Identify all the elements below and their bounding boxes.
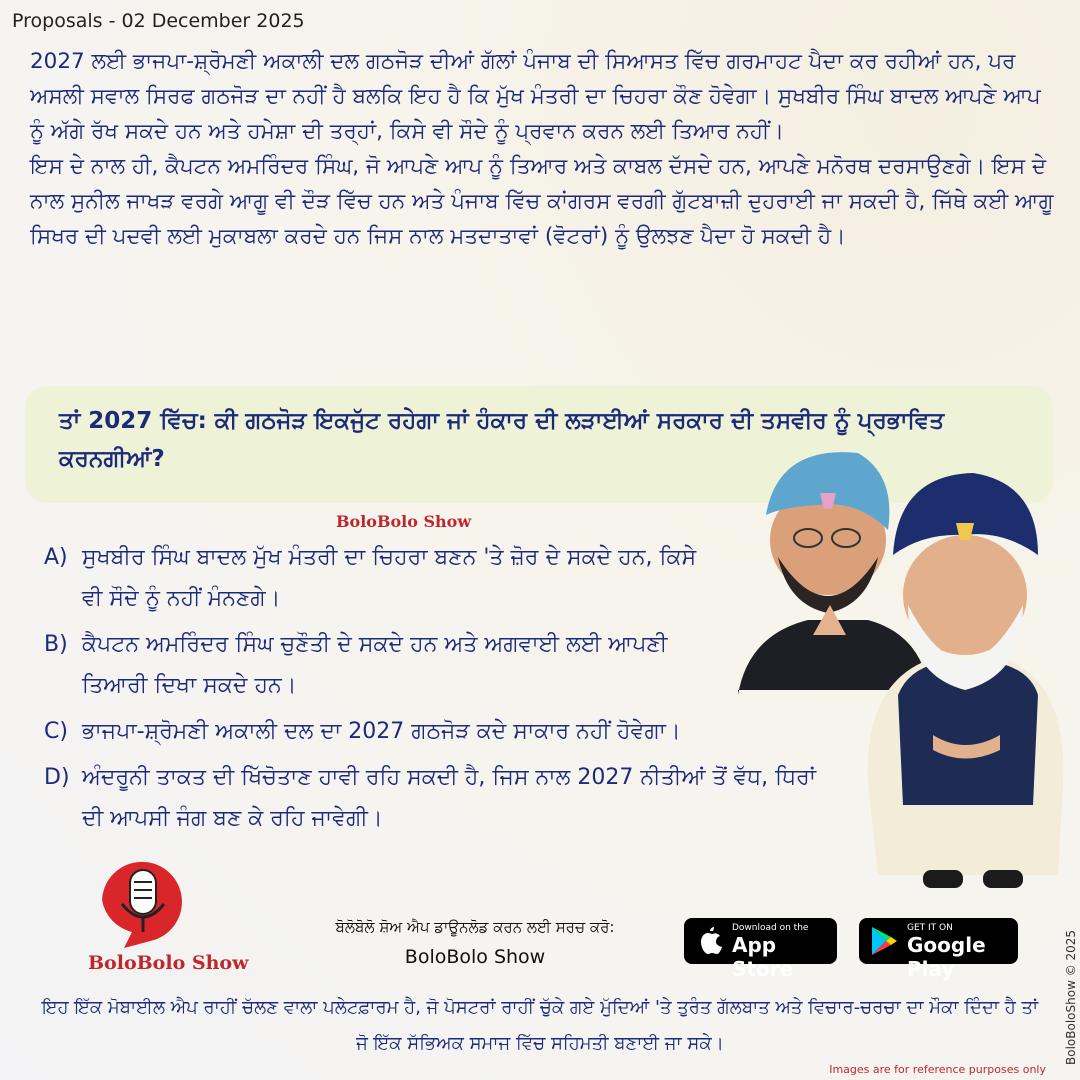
app-store-big: App Store: [732, 933, 794, 981]
apple-icon: [696, 926, 724, 956]
header-date: Proposals - 02 December 2025: [12, 10, 305, 32]
app-store-small: Download on the: [732, 923, 809, 933]
option-d[interactable]: [44, 757, 834, 839]
image-disclaimer: Images are for reference purposes only: [829, 1063, 1046, 1076]
search-term: BoloBolo Show: [404, 946, 546, 968]
bolobolo-logo: [84, 852, 249, 982]
option-text: ਅੰਦਰੂਨੀ ਤਾਕਤ ਦੀ ਖਿੱਚੋਤਾਣ ਹਾਵੀ ਰਹਿ ਸਕਦੀ ਹੈ, ਜਿਸ ਨਾਲ 2027 ਨੀਤੀਆਂ ਤੋਂ ਵੱਧ, ਧਿਰਾਂ ਦੀ ਆਪਸੀ ਜੰਗ ਬਣ ਕੇ ਰਹਿ ਜਾਵੇਗੀ।: [82, 765, 816, 831]
option-a[interactable]: [44, 537, 704, 619]
leader-figure-left: [738, 452, 930, 695]
copyright-text: BoloBoloShow © 2025: [1064, 929, 1078, 1065]
brand-watermark: BoloBolo Show: [336, 512, 472, 531]
option-letter: B): [44, 632, 68, 657]
search-hint: ਬੋਲੋਬੋਲੋ ਸ਼ੋਅ ਐਪ ਡਾਊਨਲੋਡ ਕਰਨ ਲਈ ਸਰਚ ਕਰੋ:: [335, 918, 615, 936]
option-text: ਕੈਪਟਨ ਅਮਰਿੰਦਰ ਸਿੰਘ ਚੁਣੌਤੀ ਦੇ ਸਕਦੇ ਹਨ ਅਤੇ ਅਗਵਾਈ ਲਈ ਆਪਣੀ ਤਿਆਰੀ ਦਿਖਾ ਸਕਦੇ ਹਨ।: [82, 632, 668, 698]
option-letter: A): [44, 545, 68, 570]
app-store-button[interactable]: [684, 918, 837, 981]
google-play-button[interactable]: [859, 918, 1018, 981]
logo-name: BoloBolo Show: [88, 952, 249, 974]
intro-text: [30, 44, 1055, 254]
option-b[interactable]: [44, 624, 704, 706]
footer-description: ਇਹ ਇੱਕ ਮੋਬਾਈਲ ਐਪ ਰਾਹੀਂ ਚੱਲਣ ਵਾਲਾ ਪਲੇਟਫ਼ਾਰਮ ਹੈ, ਜੋ ਪੋਸਟਰਾਂ ਰਾਹੀਂ ਚੁੱਕੇ ਗਏ ਮੁੱਦਿਆਂ 'ਤੇ ਤੁਰੰਤ ਗੱਲਬਾਤ ਅਤੇ ਵਿਚਾਰ-ਚਰਚਾ ਦਾ ਮੌਕਾ ਦਿੰਦਾ ਹੈ ਤਾਂ ਜੋ ਇੱਕ ਸੱਭਿਅਕ ਸਮਾਜ ਵਿੱਚ ਸਹਿਮਤੀ ਬਣਾਈ ਜਾ ਸਕੇ।: [41, 997, 1039, 1054]
intro-paragraph-1: 2027 ਲਈ ਭਾਜਪਾ-ਸ਼੍ਰੋਮਣੀ ਅਕਾਲੀ ਦਲ ਗਠਜੋੜ ਦੀਆਂ ਗੱਲਾਂ ਪੰਜਾਬ ਦੀ ਸਿਆਸਤ ਵਿੱਚ ਗਰਮਾਹਟ ਪੈਦਾ ਕਰ ਰਹੀਆਂ ਹਨ, ਪਰ ਅਸਲੀ ਸਵਾਲ ਸਿਰਫ ਗਠਜੋੜ ਦਾ ਨਹੀਂ ਹੈ ਬਲਕਿ ਇਹ ਹੈ ਕਿ ਮੁੱਖ ਮੰਤਰੀ ਦਾ ਚਿਹਰਾ ਕੌਣ ਹੋਵੇਗਾ। ਸੁਖਬੀਰ ਸਿੰਘ ਬਾਦਲ ਆਪਣੇ ਆਪ ਨੂੰ ਅੱਗੇ ਰੱਖ ਸਕਦੇ ਹਨ ਅਤੇ ਹਮੇਸ਼ਾ ਦੀ ਤਰ੍ਹਾਂ, ਕਿਸੇ ਵੀ ਸੌਦੇ ਨੂੰ ਪ੍ਰਵਾਨ ਕਰਨ ਲਈ ਤਿਆਰ ਨਹੀਂ।: [30, 49, 1041, 144]
google-play-big: Google Play: [907, 933, 986, 981]
option-text: ਸੁਖਬੀਰ ਸਿੰਘ ਬਾਦਲ ਮੁੱਖ ਮੰਤਰੀ ਦਾ ਚਿਹਰਾ ਬਣਨ 'ਤੇ ਜ਼ੋਰ ਦੇ ਸਕਦੇ ਹਨ, ਕਿਸੇ ਵੀ ਸੌਦੇ ਨੂੰ ਨਹੀਂ ਮੰਨਣਗੇ।: [82, 545, 697, 611]
intro-paragraph-2: ਇਸ ਦੇ ਨਾਲ ਹੀ, ਕੈਪਟਨ ਅਮਰਿੰਦਰ ਸਿੰਘ, ਜੋ ਆਪਣੇ ਆਪ ਨੂੰ ਤਿਆਰ ਅਤੇ ਕਾਬਲ ਦੱਸਦੇ ਹਨ, ਆਪਣੇ ਮਨੋਰਥ ਦਰਸਾਉਣਗੇ। ਇਸ ਦੇ ਨਾਲ ਸੁਨੀਲ ਜਾਖੜ ਵਰਗੇ ਆਗੂ ਵੀ ਦੌੜ ਵਿੱਚ ਹਨ ਅਤੇ ਪੰਜਾਬ ਵਿੱਚ ਕਾਂਗਰਸ ਵਰਗੀ ਗੁੱਟਬਾਜ਼ੀ ਦੁਹਰਾਈ ਜਾ ਸਕਦੀ ਹੈ, ਜਿੱਥੇ ਕਈ ਆਗੂ ਸਿਖਰ ਦੀ ਪਦਵੀ ਲਈ ਮੁਕਾਬਲਾ ਕਰਦੇ ਹਨ ਜਿਸ ਨਾਲ ਮਤਦਾਤਾਵਾਂ (ਵੋਟਰਾਂ) ਨੂੰ ਉਲਝਣ ਪੈਦਾ ਹੋ ਸਕਦੀ ਹੈ।: [30, 154, 1054, 249]
copyright-vertical: [1046, 910, 1078, 1065]
option-letter: D): [44, 765, 70, 790]
option-letter: C): [44, 719, 68, 744]
option-text: ਭਾਜਪਾ-ਸ਼੍ਰੋਮਣੀ ਅਕਾਲੀ ਦਲ ਦਾ 2027 ਗਠਜੋੜ ਕਦੇ ਸਾਕਾਰ ਨਹੀਂ ਹੋਵੇਗਾ।: [82, 719, 681, 744]
google-play-small: GET IT ON: [907, 923, 953, 933]
microphone-icon: [84, 852, 244, 952]
google-play-icon: [869, 925, 899, 957]
leader-figure-right: [868, 473, 1064, 888]
question-text: ਤਾਂ 2027 ਵਿੱਚ: ਕੀ ਗਠਜੋੜ ਇਕਜੁੱਟ ਰਹੇਗਾ ਜਾਂ ਹੰਕਾਰ ਦੀ ਲੜਾਈਆਂ ਸਰਕਾਰ ਦੀ ਤਸਵੀਰ ਨੂੰ ਪ੍ਰਭਾਵਿਤ ਕਰਨਗੀਆਂ?: [59, 408, 945, 472]
leaders-illustration: [738, 445, 1080, 905]
